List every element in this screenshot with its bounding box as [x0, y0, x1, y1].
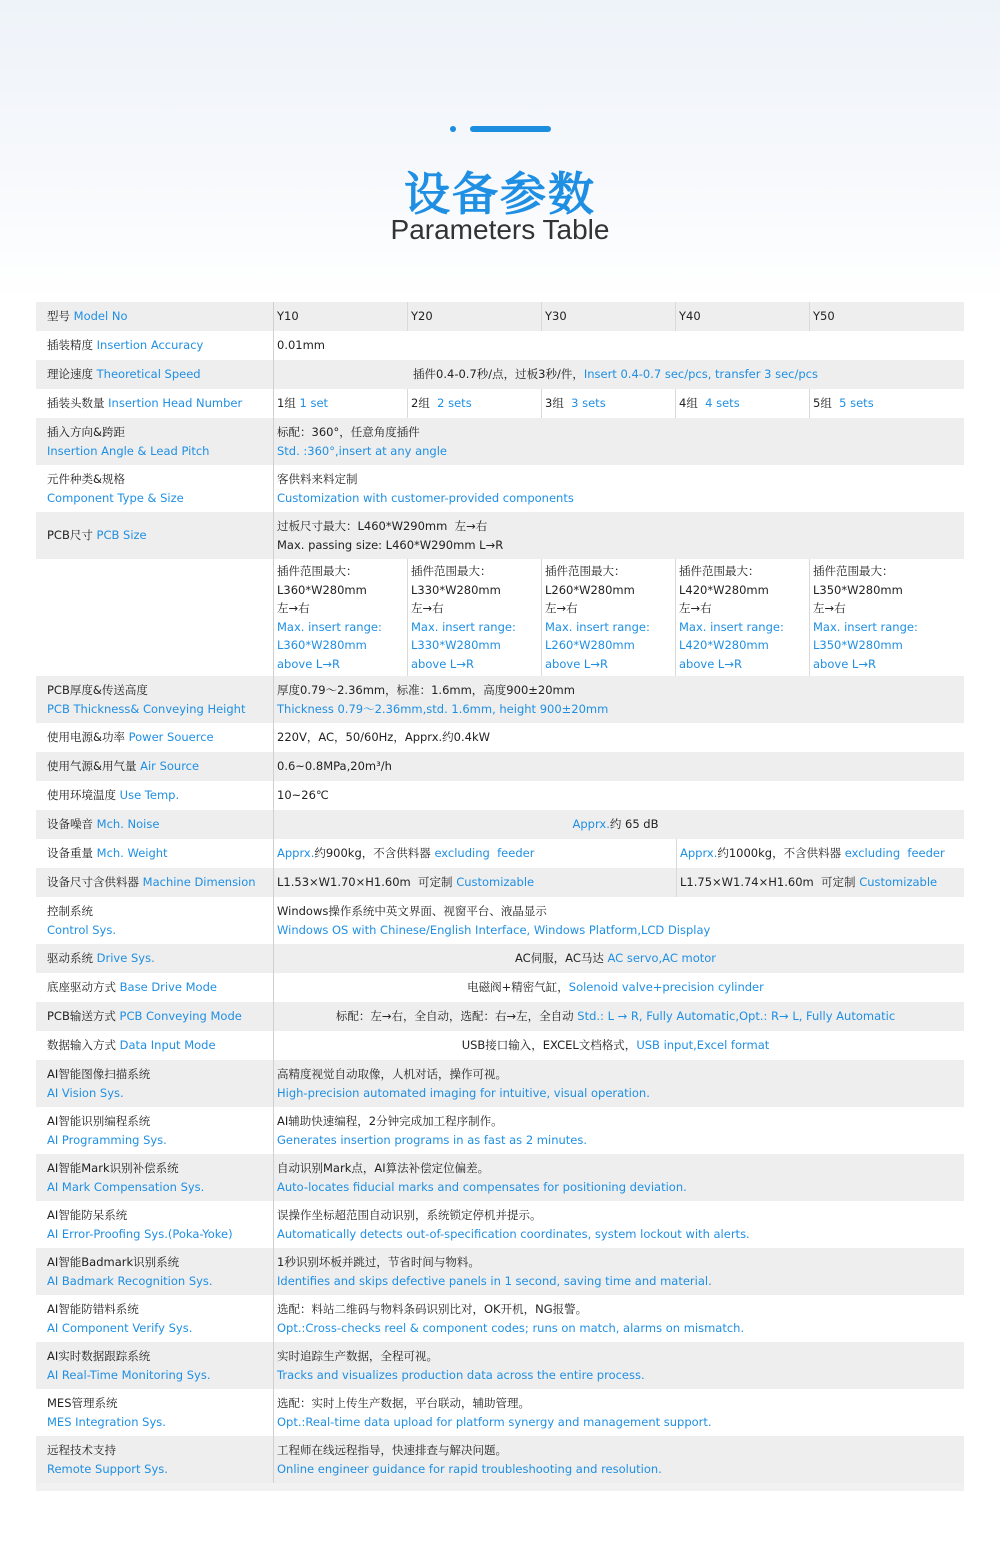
row-label-cn: 数据输入方式	[47, 1038, 116, 1053]
row-label-en: Insertion Angle & Lead Pitch	[47, 443, 210, 458]
row-value-cn: 厚度0.79～2.36mm，标准：1.6mm，高度900±20mm	[277, 683, 575, 697]
insert-range-cell	[408, 559, 542, 676]
row-label-en: AI Mark Compensation Sys.	[47, 1179, 205, 1194]
row-value-cn: 选配：实时上传生产数据，平台联动，辅助管理。	[277, 1396, 530, 1410]
row-value-en: Thickness 0.79～2.36mm,std. 1.6mm, height 900±20mm	[277, 701, 609, 716]
row-label-en: Drive Sys.	[96, 951, 155, 966]
weight-right	[677, 839, 1000, 868]
range-cn-3: 左→右	[679, 601, 712, 615]
row-value-en: Insert 0.4-0.7 sec/pcs, transfer 3 sec/pcs	[583, 367, 818, 382]
row-value-cn: USB接口输入，EXCEL文档格式，	[461, 1038, 637, 1053]
table-row-ai-programming	[36, 1107, 964, 1154]
table-row-air	[36, 752, 964, 781]
weight-cn: 约1000kg，不含供料器	[717, 846, 842, 861]
table-row-weight	[36, 839, 964, 868]
table-row-temp	[36, 781, 964, 810]
row-value-cn: 约 65 dB	[609, 817, 659, 832]
table-row-angle	[36, 418, 964, 465]
table-row-model	[36, 302, 964, 331]
range-cn-1: 插件范围最大：	[679, 564, 760, 578]
head-cn: 2组	[411, 396, 430, 411]
page-header	[0, 0, 1000, 302]
range-cn-1: 插件范围最大：	[277, 564, 358, 578]
row-label-cn: 型号	[47, 309, 70, 324]
row-label-cn: 使用环境温度	[47, 788, 116, 803]
range-en-3: above L→R	[277, 656, 340, 671]
row-value-cn: Windows操作系统中英文界面、视窗平台、液晶显示	[277, 904, 547, 918]
head-cn: 5组	[813, 396, 832, 411]
row-label-cn: PCB尺寸	[47, 528, 93, 543]
range-cn-3: 左→右	[411, 601, 444, 615]
model-cell: Y30	[542, 302, 676, 331]
weight-apprx: Apprx.	[680, 846, 718, 861]
row-label-cn: 插装精度	[47, 338, 93, 353]
row-label-en: Mch. Noise	[96, 817, 160, 832]
row-value-cn: 1秒识别坏板并跳过，节省时间与物料。	[277, 1255, 480, 1269]
row-value-cn: AI辅助快速编程，2分钟完成加工程序制作。	[277, 1114, 503, 1128]
row-label-cn: AI智能Mark识别补偿系统	[47, 1161, 179, 1175]
row-label-cn: 使用气源&用气量	[47, 759, 137, 774]
dimension-custom: Customizable	[456, 875, 535, 890]
row-label-cn: AI智能识别编程系统	[47, 1114, 151, 1128]
range-en-3: above L→R	[411, 656, 474, 671]
row-value-en: Solenoid valve+precision cylinder	[568, 980, 764, 995]
table-row-accuracy	[36, 331, 964, 360]
row-value-en: Apprx.	[572, 817, 610, 832]
model-cell: Y20	[408, 302, 542, 331]
table-row-power	[36, 723, 964, 752]
head-en: 3 sets	[571, 396, 606, 411]
row-value-cn: 实时追踪生产数据，全程可视。	[277, 1349, 438, 1363]
row-label-cn: 底座驱动方式	[47, 980, 116, 995]
row-value-line-2: Max. passing size: L460*W290mm L→R	[277, 537, 504, 552]
head-cn: 4组	[679, 396, 698, 411]
range-cn-1: 插件范围最大：	[411, 564, 492, 578]
row-value: 220V，AC，50/60Hz，Apprx.约0.4kW	[277, 730, 491, 745]
insert-range-cell	[676, 559, 810, 676]
row-label-cn: 设备重量	[47, 846, 93, 861]
decorative-bar	[470, 126, 551, 132]
row-label-en: Machine Dimension	[142, 875, 256, 890]
row-value-en: Identifies and skips defective panels in 1 second, saving time and material.	[277, 1273, 712, 1288]
row-value: 10~26℃	[277, 788, 329, 803]
table-row-insert-range	[36, 559, 964, 676]
row-label-cn: 插入方向&跨距	[47, 425, 125, 439]
row-value-en: Auto-locates fiducial marks and compensates for positioning deviation.	[277, 1179, 687, 1194]
table-row-component	[36, 465, 964, 512]
row-label-en: Base Drive Mode	[119, 980, 217, 995]
range-en-2: L330*W280mm	[411, 638, 501, 652]
table-row-heads	[36, 389, 964, 418]
range-cn-2: L260*W280mm	[545, 582, 635, 597]
head-en: 4 sets	[705, 396, 740, 411]
row-value-en: USB input,Excel format	[636, 1038, 770, 1053]
table-row-base-drive	[36, 973, 964, 1002]
row-value-cn: 自动识别Mark点，AI算法补偿定位偏差。	[277, 1161, 490, 1175]
row-label-en: Remote Support Sys.	[47, 1461, 168, 1476]
row-label-en: AI Vision Sys.	[47, 1085, 124, 1100]
row-label-cn: AI智能图像扫描系统	[47, 1067, 151, 1081]
range-cn-3: 左→右	[545, 601, 578, 615]
range-cn-2: L350*W280mm	[813, 582, 903, 597]
row-value-cn: 标配：360°，任意角度插件	[277, 425, 420, 439]
head-cn: 1组	[277, 396, 296, 411]
table-row-conveying	[36, 1002, 964, 1031]
row-label-en: Insertion Head Number	[108, 396, 243, 411]
table-row-ai-verify	[36, 1295, 964, 1342]
row-value-en: Generates insertion programs in as fast as 2 minutes.	[277, 1132, 588, 1147]
table-row-ai-mark	[36, 1154, 964, 1201]
range-cn-1: 插件范围最大：	[545, 564, 626, 578]
row-value-en: Opt.:Cross-checks reel & component codes; runs on match, alarms on mismatch.	[277, 1320, 745, 1335]
row-label-cn: PCB输送方式	[47, 1009, 116, 1024]
range-en-1: Max. insert range:	[545, 619, 650, 634]
row-value-cn: 工程师在线远程指导，快速排查与解决问题。	[277, 1443, 507, 1457]
table-row-ai-monitor	[36, 1342, 964, 1389]
parameters-table	[36, 302, 964, 1491]
row-value-en: Std.: L → R, Fully Automatic,Opt.: R→ L, Fully Automatic	[577, 1009, 896, 1024]
dimension-value: L1.53×W1.70×H1.60m 可定制	[277, 875, 453, 890]
row-label-cn: 理论速度	[47, 367, 93, 382]
range-en-3: above L→R	[679, 656, 742, 671]
head-en: 2 sets	[437, 396, 472, 411]
model-cell: Y50	[813, 309, 835, 324]
insert-range-cell	[542, 559, 676, 676]
range-cn-3: 左→右	[813, 601, 846, 615]
insert-range-cell	[274, 559, 408, 676]
range-en-1: Max. insert range:	[277, 619, 382, 634]
row-label-cn: 设备尺寸含供料器	[47, 875, 139, 890]
row-label-cn: 设备噪音	[47, 817, 93, 832]
row-value-line-1: 过板尺寸最大：L460*W290mm 左→右	[277, 519, 488, 533]
row-label-cn: 控制系统	[47, 904, 93, 918]
table-row-ai-vision	[36, 1060, 964, 1107]
row-value: 0.01mm	[277, 338, 326, 353]
row-value-cn: 误操作坐标超范围自动识别，系统锁定停机并提示。	[277, 1208, 542, 1222]
row-value-en: Customization with customer-provided components	[277, 490, 574, 505]
dimension-left	[274, 868, 677, 897]
row-value-en: AC servo,AC motor	[607, 951, 717, 966]
range-cn-2: L360*W280mm	[277, 582, 367, 597]
row-value-en: Online engineer guidance for rapid troubleshooting and resolution.	[277, 1461, 662, 1476]
row-value-cn: 客供料来料定制	[277, 472, 358, 486]
range-en-2: L350*W280mm	[813, 638, 903, 652]
table-row-dimension	[36, 868, 964, 897]
row-value-en: Windows OS with Chinese/English Interface, Windows Platform,LCD Display	[277, 922, 711, 937]
table-row-mes	[36, 1389, 964, 1436]
weight-en: excluding feeder	[844, 846, 945, 861]
row-label-cn: 驱动系统	[47, 951, 93, 966]
head-en: 1 set	[299, 396, 329, 411]
range-cn-3: 左→右	[277, 601, 310, 615]
model-cell: Y10	[274, 302, 408, 331]
insert-range-cell	[810, 559, 954, 676]
row-label-en: Data Input Mode	[119, 1038, 216, 1053]
row-label-en: AI Error-Proofing Sys.(Poka-Yoke)	[47, 1226, 233, 1241]
row-value-en: Tracks and visualizes production data across the entire process.	[277, 1367, 645, 1382]
range-cn-2: L420*W280mm	[679, 582, 769, 597]
row-label-cn: 插装头数量	[47, 396, 105, 411]
row-value-en: Automatically detects out-of-specification coordinates, system lockout with alerts.	[277, 1226, 750, 1241]
table-row-ai-error	[36, 1201, 964, 1248]
table-row-data-input	[36, 1031, 964, 1060]
row-label-en: Insertion Accuracy	[96, 338, 204, 353]
range-en-3: above L→R	[813, 656, 876, 671]
row-label-en: Theoretical Speed	[96, 367, 201, 382]
row-label-cn: AI实时数据跟踪系统	[47, 1349, 151, 1363]
row-value-cn: 选配：料站二维码与物料条码识别比对，OK开机，NG报警。	[277, 1302, 588, 1316]
range-en-2: L260*W280mm	[545, 638, 635, 652]
head-cn: 3组	[545, 396, 564, 411]
range-cn-1: 插件范围最大：	[813, 564, 894, 578]
row-label-en: Air Source	[140, 759, 200, 774]
row-label-en: AI Component Verify Sys.	[47, 1320, 193, 1335]
weight-apprx: Apprx.	[277, 846, 315, 861]
dimension-right	[677, 868, 1000, 897]
row-label-en: Power Souerce	[128, 730, 214, 745]
row-label-en: MES Integration Sys.	[47, 1414, 166, 1429]
range-cn-2: L330*W280mm	[411, 582, 501, 597]
page-title-cn: 设备参数	[404, 167, 596, 221]
weight-cn: 约900kg，不含供料器	[314, 846, 431, 861]
row-label-en: Mch. Weight	[96, 846, 168, 861]
decorative-dot	[450, 126, 456, 132]
row-label-cn: AI智能防错料系统	[47, 1302, 139, 1316]
range-en-1: Max. insert range:	[813, 619, 918, 634]
table-row-control	[36, 897, 964, 944]
row-value-cn: 高精度视觉自动取像，人机对话，操作可视。	[277, 1067, 507, 1081]
row-label-en: PCB Size	[96, 528, 147, 543]
table-row-pcb-size	[36, 512, 964, 559]
row-value: 0.6~0.8MPa,20m³/h	[277, 759, 392, 774]
range-en-1: Max. insert range:	[679, 619, 784, 634]
dimension-value: L1.75×W1.74×H1.60m 可定制	[680, 875, 856, 890]
table-row-ai-badmark	[36, 1248, 964, 1295]
table-row-noise	[36, 810, 964, 839]
row-label-en: AI Badmark Recognition Sys.	[47, 1273, 213, 1288]
table-row-remote	[36, 1436, 964, 1483]
head-en: 5 sets	[839, 396, 874, 411]
weight-en: excluding feeder	[434, 846, 535, 861]
row-label-cn: MES管理系统	[47, 1396, 118, 1410]
row-label-cn: AI智能Badmark识别系统	[47, 1255, 180, 1269]
range-en-2: L420*W280mm	[679, 638, 769, 652]
table-row-thickness	[36, 676, 964, 723]
row-value-cn: 标配：左→右，全自动，选配：右→左，全自动	[335, 1009, 574, 1024]
row-label-en: AI Real-Time Monitoring Sys.	[47, 1367, 211, 1382]
row-label-en: Component Type & Size	[47, 490, 184, 505]
row-label-en: Model No	[73, 309, 128, 324]
range-en-1: Max. insert range:	[411, 619, 516, 634]
row-value-cn: 电磁阀+精密气缸，	[467, 980, 569, 995]
model-cell: Y40	[676, 302, 810, 331]
weight-left	[274, 839, 677, 868]
row-label-en: PCB Conveying Mode	[119, 1009, 242, 1024]
row-value-cn: 插件0.4-0.7秒/点，过板3秒/件，	[413, 367, 584, 382]
row-label-cn: 元件种类&规格	[47, 472, 125, 486]
row-label-cn: 远程技术支持	[47, 1443, 116, 1457]
row-label-cn: 使用电源&功率	[47, 730, 125, 745]
row-value-en: High-precision automated imaging for intuitive, visual operation.	[277, 1085, 650, 1100]
row-label-cn: AI智能防呆系统	[47, 1208, 128, 1222]
row-label-en: AI Programming Sys.	[47, 1132, 167, 1147]
range-en-2: L360*W280mm	[277, 638, 367, 652]
page-title-en: Parameters Table	[390, 214, 610, 245]
row-value-en: Std. :360°,insert at any angle	[277, 443, 448, 458]
table-row-drive	[36, 944, 964, 973]
row-label-cn: PCB厚度&传送高度	[47, 683, 148, 697]
row-label-en: Use Temp.	[119, 788, 180, 803]
row-value-cn: AC伺服，AC马达	[514, 951, 604, 966]
dimension-custom: Customizable	[859, 875, 938, 890]
range-en-3: above L→R	[545, 656, 608, 671]
row-label-en: Control Sys.	[47, 922, 116, 937]
row-value-en: Opt.:Real-time data upload for platform synergy and management support.	[277, 1414, 712, 1429]
table-row-speed	[36, 360, 964, 389]
row-label-en: PCB Thickness& Conveying Height	[47, 701, 246, 716]
